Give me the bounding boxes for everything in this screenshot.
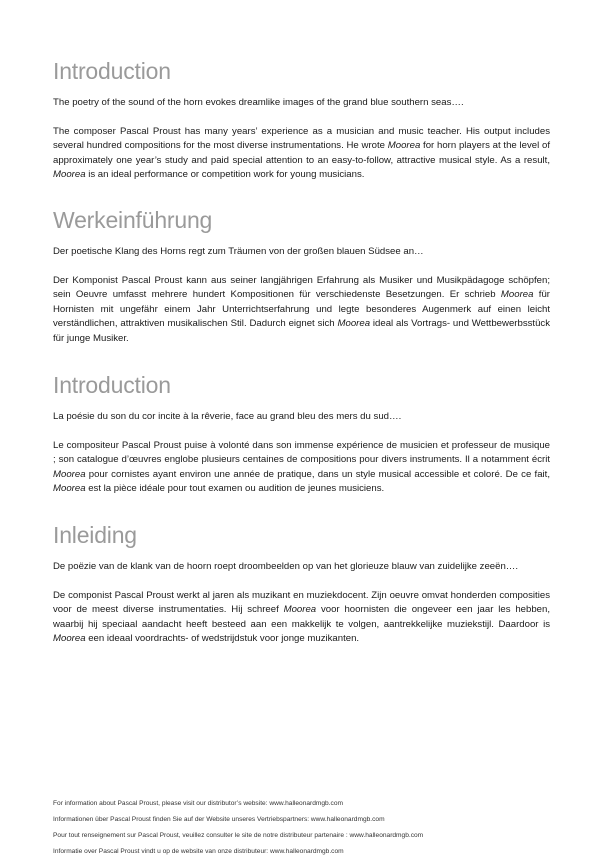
section-german bbox=[53, 206, 550, 346]
section-dutch bbox=[53, 521, 550, 647]
section-english bbox=[53, 57, 550, 183]
work-title: Moorea bbox=[500, 289, 534, 300]
section-body bbox=[53, 439, 550, 497]
footer-line-french: Pour tout renseignement sur Pascal Proust, veuillez consulter le site de notre distributeur partenaire : www.halleonardmgb.com bbox=[53, 832, 424, 839]
body-text-segment: ideal als Vortrags- und Wettbewerbsstück für junge Musiker. bbox=[53, 318, 551, 344]
section-lead: The poetry of the sound of the horn evokes dreamlike images of the grand blue southern seas…. bbox=[53, 97, 464, 108]
body-text-segment: een ideaal voordrachts- of wedstrijdstuk voor jonge muzikanten. bbox=[85, 633, 360, 644]
section-heading: Werkeinführung bbox=[53, 207, 213, 233]
section-body bbox=[53, 125, 550, 183]
footer-line-german: Informationen über Pascal Proust finden Sie auf der Website unseres Vertriebspartners: www.halleonardmgb.com bbox=[53, 816, 385, 823]
work-title: Moorea bbox=[283, 604, 317, 615]
work-title: Moorea bbox=[337, 318, 371, 329]
section-heading: Introduction bbox=[53, 58, 171, 84]
work-title: Moorea bbox=[53, 169, 86, 180]
section-heading: Inleiding bbox=[53, 522, 137, 548]
section-french bbox=[53, 371, 550, 497]
work-title: Moorea bbox=[387, 140, 421, 151]
body-text-segment: for horn players at the level of approximately one year’s study and paid special attention to an easy-to-follow, attractive musical style. As a result, bbox=[53, 140, 550, 166]
body-text-segment: The composer Pascal Proust has many years’ experience as a musician and music teacher. His output includes several hundred compositions for the most diverse instrumentations. He wrote bbox=[53, 125, 550, 151]
section-body bbox=[53, 274, 550, 347]
section-body bbox=[53, 589, 550, 647]
section-lead: Der poetische Klang des Horns regt zum Träumen von der großen blauen Südsee an… bbox=[53, 246, 424, 257]
footer-line-dutch: Informatie over Pascal Proust vindt u op de website van onze distributeur: www.halleonardmgb.com bbox=[53, 848, 344, 855]
work-title: Moorea bbox=[53, 483, 86, 494]
body-text-segment: De componist Pascal Proust werkt al jaren als muzikant en muziekdocent. Zijn oeuvre omvat honderden composities voor de meest diverse instrumentaties. Hij schreef bbox=[53, 589, 550, 615]
footer-line-english: For information about Pascal Proust, please visit our distributor’s website: www.halleonardmgb.com bbox=[53, 800, 344, 807]
body-text-segment: für Hornisten mit ungefähr einem Jahr Unterrichtserfahrung und legte besonderes Augenmerk auf einen leicht verständlichen, attraktiven musikalischen Stil. Dadurch eignet sich bbox=[53, 289, 550, 329]
body-text-segment: Der Komponist Pascal Proust kann aus seiner langjährigen Erfahrung als Musiker und Musikpädagoge schöpfen; sein Oeuvre umfasst mehrere hundert Kompositionen für verschiedenste Besetzungen. Er schrieb bbox=[53, 274, 550, 300]
body-text-segment: pour cornistes ayant environ une année de pratique, dans un style musical accessible et coloré. De ce fait, bbox=[85, 468, 550, 480]
body-text-segment: Le compositeur Pascal Proust puise à volonté dans son immense expérience de musicien et professeur de musique ; son catalogue d’œuvres englobe plusieurs centaines de compositions pour divers instruments. Il a notamment écrit bbox=[53, 439, 550, 465]
body-text-segment: is an ideal performance or competition work for young musicians. bbox=[85, 169, 365, 180]
section-heading: Introduction bbox=[53, 372, 171, 398]
body-text-segment: voor hoornisten die ongeveer een jaar les hebben, waarbij hij speciaal aandacht heeft besteed aan een makkelijk te volgen, aantrekkelijke muziekstijl. Daardoor is bbox=[53, 604, 551, 630]
body-text-segment: est la pièce idéale pour tout examen ou audition de jeunes musiciens. bbox=[85, 483, 385, 494]
section-lead: De poëzie van de klank van de hoorn roept droombeelden op van het glorieuze blauw van zuidelijke zeeën…. bbox=[53, 561, 519, 572]
work-title: Moorea bbox=[53, 633, 86, 644]
work-title: Moorea bbox=[53, 468, 86, 480]
section-lead: La poésie du son du cor incite à la rêverie, face au grand bleu des mers du sud…. bbox=[53, 411, 402, 422]
footer-notes bbox=[53, 796, 550, 860]
